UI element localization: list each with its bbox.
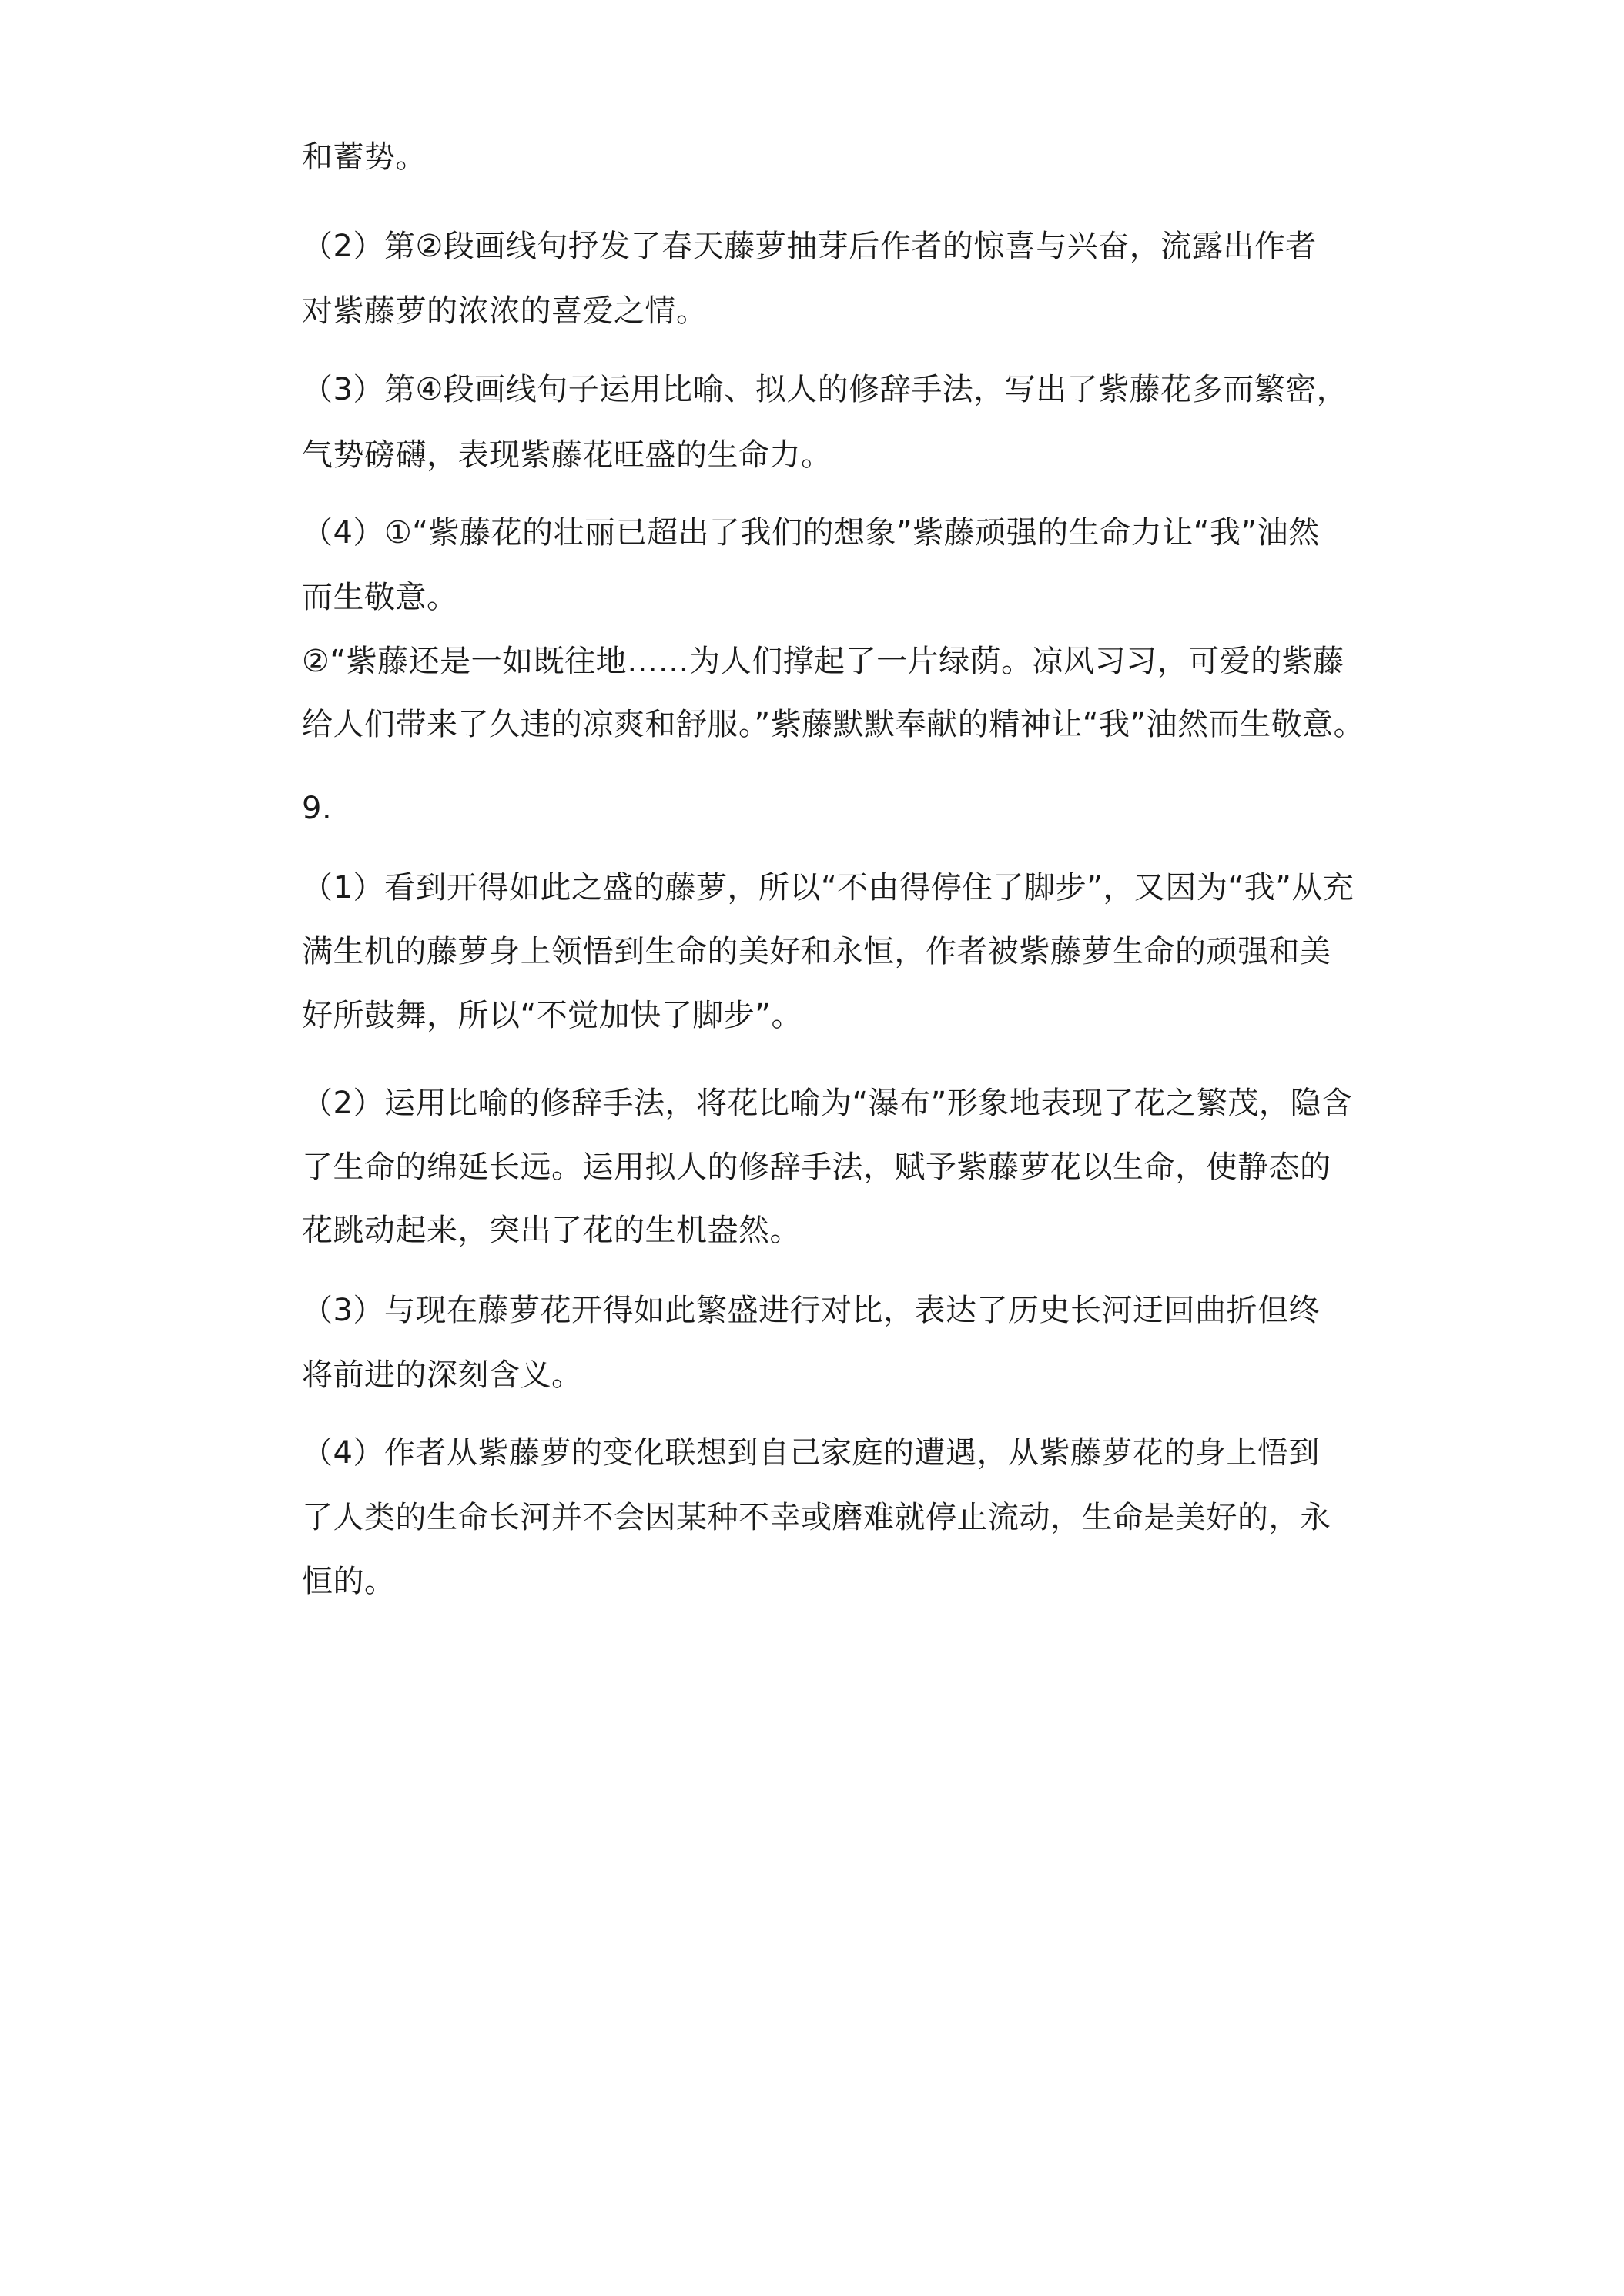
answer-line: （2）第②段画线句抒发了春天藤萝抽芽后作者的惊喜与兴奋，流露出作者 bbox=[302, 229, 1317, 264]
answer-line: （3）与现在藤萝花开得如此繁盛进行对比，表达了历史长河迂回曲折但终 bbox=[302, 1293, 1320, 1328]
answer-line: 将前进的深刻含义。 bbox=[302, 1357, 583, 1393]
question-number: 9. bbox=[302, 791, 333, 826]
answer-line: 了生命的绵延长远。运用拟人的修辞手法，赋予紫藤萝花以生命，使静态的 bbox=[302, 1150, 1331, 1185]
answer-line: 给人们带来了久违的凉爽和舒服。”紫藤默默奉献的精神让“我”油然而生敬意。 bbox=[302, 707, 1365, 742]
answer-line: 了人类的生命长河并不会因某种不幸或磨难就停止流动，生命是美好的，永 bbox=[302, 1500, 1331, 1535]
answer-line: 对紫藤萝的浓浓的喜爱之情。 bbox=[302, 293, 708, 329]
answer-line: 恒的。 bbox=[302, 1564, 396, 1599]
answer-line: 好所鼓舞，所以“不觉加快了脚步”。 bbox=[302, 998, 802, 1033]
answer-line: 气势磅礴，表现紫藤花旺盛的生命力。 bbox=[302, 437, 832, 473]
answer-line: （1）看到开得如此之盛的藤萝，所以“不由得停住了脚步”，又因为“我”从充 bbox=[302, 870, 1354, 905]
answer-line: （3）第④段画线句子运用比喻、拟人的修辞手法，写出了紫藤花多而繁密， bbox=[302, 372, 1348, 407]
answer-line: （4）①“紫藤花的壮丽已超出了我们的想象”紫藤顽强的生命力让“我”油然 bbox=[302, 515, 1320, 551]
answer-line: （4）作者从紫藤萝的变化联想到自己家庭的遭遇，从紫藤萝花的身上悟到 bbox=[302, 1435, 1320, 1471]
answer-line: 而生敬意。 bbox=[302, 580, 458, 615]
answer-line: 满生机的藤萝身上领悟到生命的美好和永恒，作者被紫藤萝生命的顽强和美 bbox=[302, 934, 1331, 969]
answer-line: ②“紫藤还是一如既往地……为人们撑起了一片绿荫。凉风习习，可爱的紫藤 bbox=[302, 644, 1344, 679]
answer-line: （2）运用比喻的修辞手法，将花比喻为“瀑布”形象地表现了花之繁茂，隐含 bbox=[302, 1086, 1353, 1121]
answer-line: 花跳动起来，突出了花的生机盎然。 bbox=[302, 1213, 801, 1248]
answer-line: 和蓄势。 bbox=[302, 139, 427, 175]
